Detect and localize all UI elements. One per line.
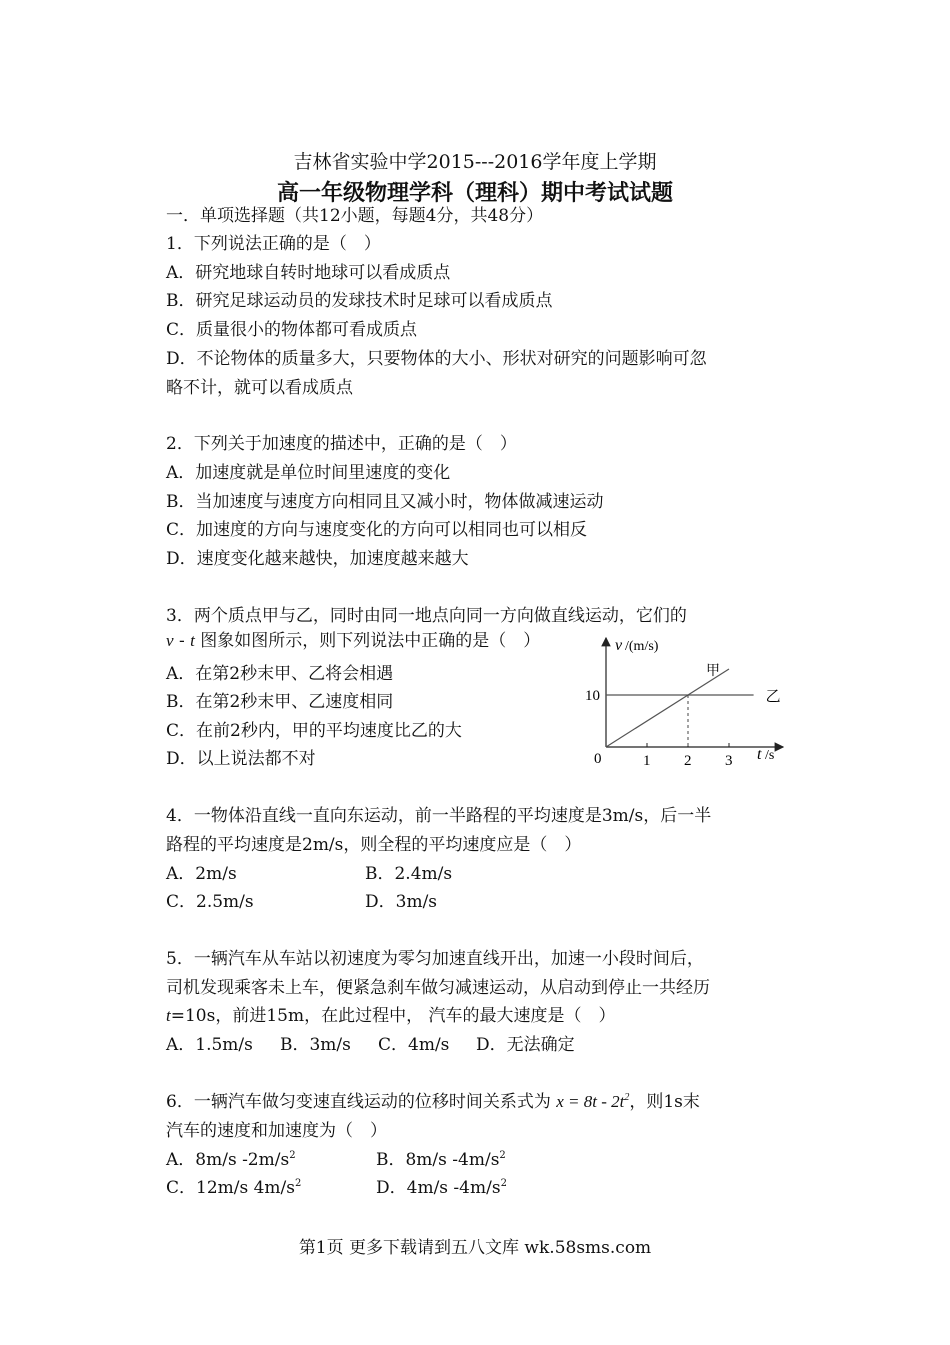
q3-stem: 3．两个质点甲与乙，同时由同一地点向同一方向做直线运动，它们的 (166, 606, 687, 626)
x-axis-label-unit: /s (765, 748, 775, 763)
q6-formula: x = 8t - 2t (556, 1092, 625, 1111)
q6-option-d-exp: 2 (500, 1178, 507, 1189)
q6-stem-pre: 6．一辆汽车做匀变速直线运动的位移时间关系式为 (166, 1092, 557, 1112)
q3-var-t: t (190, 631, 195, 650)
q5-option-a: A．1.5m/s (166, 1035, 253, 1055)
q3-stem-rest: 图象如图所示，则下列说法中正确的是（ ） (194, 631, 541, 651)
q6-option-c (166, 1177, 301, 1199)
q6-formula-exp: 2 (624, 1092, 630, 1103)
page-footer: 第1页 更多下载请到五八文库 wk.58sms.com (298, 1238, 652, 1258)
q1-option-d: D．不论物体的质量多大，只要物体的大小、形状对研究的问题影响可忽 (166, 349, 707, 369)
q6-option-a-text: A．8m/s -2m/s (166, 1150, 290, 1170)
q4-option-c: C．2.5m/s (166, 892, 254, 912)
series-jia-line (606, 669, 729, 747)
x-tick-label: 2 (684, 753, 692, 769)
q6-option-b-exp: 2 (499, 1150, 506, 1161)
q6-stem (166, 1091, 700, 1113)
vt-chart (585, 632, 795, 772)
q5-stem-cont: 司机发现乘客未上车，便紧急刹车做匀减速运动，从启动到停止一共经历 (166, 978, 710, 998)
q6-option-c-exp: 2 (295, 1178, 302, 1189)
q4-option-a: A．2m/s (166, 864, 237, 884)
q1-option-b: B．研究足球运动员的发球技术时足球可以看成质点 (166, 291, 553, 311)
q2-option-d: D．速度变化越来越快，加速度越来越大 (166, 549, 469, 569)
q3-option-a: A．在第2秒末甲、乙将会相遇 (166, 664, 394, 684)
q3-var-v: v (166, 631, 174, 650)
q2-option-a: A．加速度就是单位时间里速度的变化 (166, 463, 451, 483)
y-tick-label: 10 (585, 688, 600, 704)
x-axis-label-var: t (757, 746, 762, 763)
y-axis-label-var: v (615, 637, 623, 654)
q5-stem-cont2 (166, 1005, 616, 1027)
q5-option-b: B．3m/s (280, 1035, 351, 1055)
q6-option-a (166, 1149, 296, 1171)
q1-stem: 1．下列说法正确的是（ ） (166, 234, 381, 254)
q1-option-d-cont: 略不计，就可以看成质点 (166, 378, 353, 398)
q5-option-d: D．无法确定 (476, 1035, 575, 1055)
q6-option-b-text: B．8m/s -4m/s (376, 1150, 500, 1170)
q6-stem-post: ，则1s末 (629, 1092, 700, 1112)
x-tick-label: 1 (643, 753, 651, 769)
school-line: 吉林省实验中学2015---2016学年度上学期 (293, 151, 657, 173)
q2-stem: 2．下列关于加速度的描述中，正确的是（ ） (166, 434, 517, 454)
q1-option-a: A．研究地球自转时地球可以看成质点 (166, 263, 451, 283)
q2-option-b: B．当加速度与速度方向相同且又减小时，物体做减速运动 (166, 492, 604, 512)
q6-option-a-exp: 2 (289, 1150, 296, 1161)
q5-var-t: t (166, 1006, 171, 1025)
q6-stem-cont: 汽车的速度和加速度为（ ） (166, 1121, 387, 1141)
q6-option-c-text: C．12m/s 4m/s (166, 1178, 296, 1198)
q5-stem-rest: =10s，前进15m，在此过程中， 汽车的最大速度是（ ） (170, 1006, 616, 1026)
origin-label: 0 (594, 751, 602, 767)
q1-option-c: C．质量很小的物体都可看成质点 (166, 320, 418, 340)
q3-stem-cont (166, 630, 540, 652)
q3-option-c: C．在前2秒内，甲的平均速度比乙的大 (166, 721, 462, 741)
q4-option-b: B．2.4m/s (365, 864, 453, 884)
q3-dash: - (173, 631, 191, 651)
y-axis-label-unit: /(m/s) (625, 639, 659, 654)
q4-option-d: D．3m/s (365, 892, 438, 912)
q5-option-c: C．4m/s (378, 1035, 450, 1055)
series-jia-label: 甲 (706, 664, 720, 679)
section-heading: 一．单项选择题（共12小题，每题4分，共48分） (166, 206, 544, 226)
x-tick-label: 3 (725, 753, 733, 769)
exam-title: 高一年级物理学科（理科）期中考试试题 (276, 180, 673, 206)
q6-option-d (376, 1177, 507, 1199)
q4-stem: 4．一物体沿直线一直向东运动，前一半路程的平均速度是3m/s，后一半 (166, 806, 712, 826)
q3-option-d: D．以上说法都不对 (166, 749, 316, 769)
q3-option-b: B．在第2秒末甲、乙速度相同 (166, 692, 394, 712)
q4-stem-cont: 路程的平均速度是2m/s，则全程的平均速度应是（ ） (166, 835, 582, 855)
q5-stem: 5．一辆汽车从车站以初速度为零匀加速直线开出，加速一小段时间后， (166, 949, 704, 969)
q6-option-d-text: D．4m/s -4m/s (376, 1178, 501, 1198)
series-yi-label: 乙 (765, 689, 781, 705)
q2-option-c: C．加速度的方向与速度变化的方向可以相同也可以相反 (166, 520, 588, 540)
q6-option-b (376, 1149, 506, 1171)
